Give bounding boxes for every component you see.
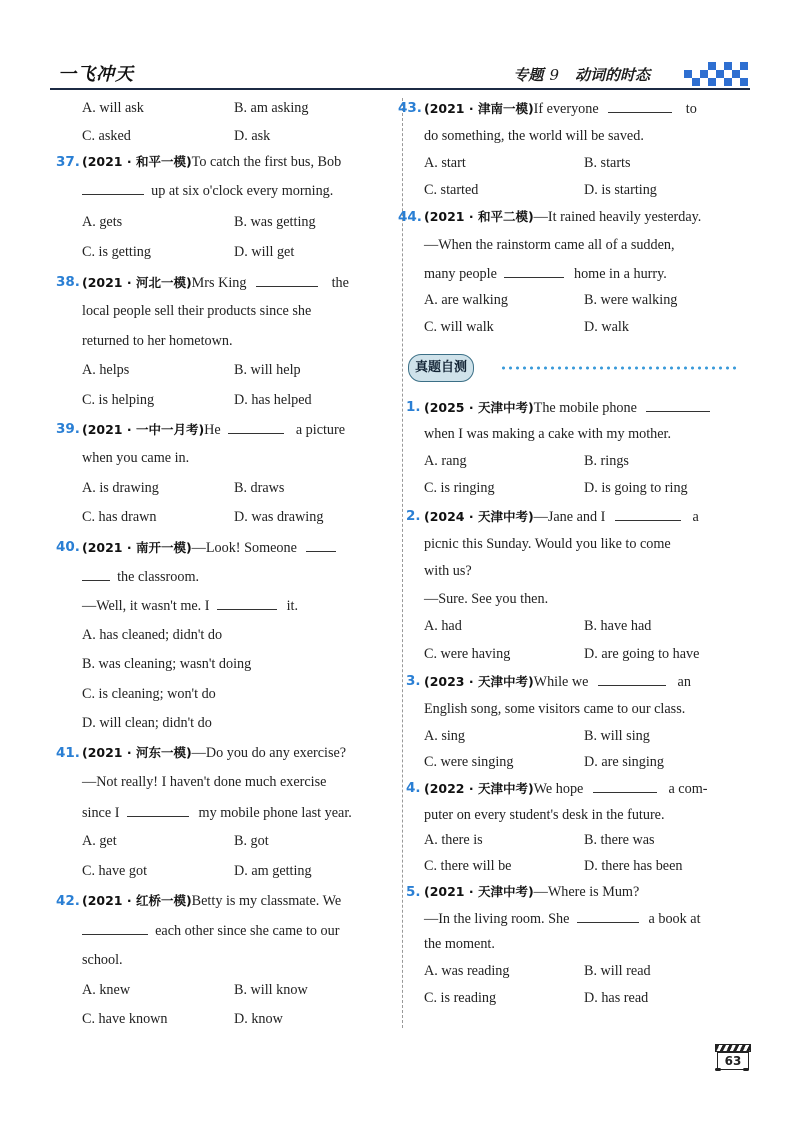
answer-blank [82, 920, 148, 935]
option: B. will read [584, 963, 651, 979]
question-number: 4. [406, 780, 421, 796]
question-number: 44. [398, 209, 422, 225]
q44-stem-line3 [424, 263, 667, 284]
q37-stem-line2 [82, 180, 333, 201]
question-text: —When the rainstorm came all of a sudden, [424, 237, 675, 253]
option: D. am getting [234, 863, 312, 879]
option: D. will get [234, 244, 295, 260]
question-text: —Where is Mum? [533, 884, 640, 900]
option: C. started [424, 182, 479, 198]
q37-stem [56, 152, 342, 172]
question-text: —Jane and I [533, 509, 606, 525]
question-text: a picture [295, 422, 346, 438]
option: B. was cleaning; wasn't doing [82, 656, 252, 672]
r4-stem-line2 [424, 805, 665, 825]
brand-logo: 一飞冲天 [58, 64, 134, 85]
q41-stem [56, 743, 347, 763]
r5-stem [406, 882, 640, 902]
question-number: 5. [406, 884, 421, 900]
page-number-box [713, 1044, 751, 1070]
answer-blank [306, 537, 336, 552]
q40-stem [56, 537, 336, 558]
question-text: While we [533, 674, 589, 690]
option: A. knew [82, 982, 131, 998]
topic-title: 动词的时态 [574, 66, 650, 84]
section-badge: 真题自测 [408, 354, 474, 382]
q42-stem-line3 [82, 950, 123, 970]
question-number: 3. [406, 673, 421, 689]
option: D. was drawing [234, 509, 324, 525]
page-number-foot [743, 1068, 749, 1071]
option: D. has read [584, 990, 649, 1006]
q43-stem-line2 [424, 126, 644, 146]
page-number-stripes [715, 1044, 751, 1052]
question-number: 40. [56, 539, 80, 555]
option: D. there has been [584, 858, 683, 874]
answer-blank [256, 272, 318, 287]
option: A. had [424, 618, 462, 634]
answer-blank [577, 908, 639, 923]
r3-stem [406, 671, 691, 692]
option: A. was reading [424, 963, 510, 979]
option: C. have known [82, 1011, 168, 1027]
option: A. there is [424, 832, 483, 848]
r4-stem [406, 778, 708, 799]
option: A. start [424, 155, 466, 171]
question-text: —Sure. See you then. [424, 591, 549, 607]
header-rule [50, 88, 750, 90]
q43-stem [398, 98, 697, 119]
option: B. will know [234, 982, 308, 998]
question-source: (2022 · 天津中考) [424, 781, 534, 796]
option: A. rang [424, 453, 467, 469]
option: C. will walk [424, 319, 494, 335]
option: D. has helped [234, 392, 312, 408]
question-text: The mobile phone [533, 400, 637, 416]
option: A. get [82, 833, 117, 849]
answer-blank [82, 566, 110, 581]
option: D. is going to ring [584, 480, 688, 496]
option: C. were singing [424, 754, 514, 770]
answer-blank [593, 778, 657, 793]
r5-stem-line3 [424, 934, 495, 954]
question-text: when you came in. [82, 450, 190, 466]
question-number: 38. [56, 274, 80, 290]
option: B. am asking [234, 100, 309, 116]
topic-number: 9 [549, 66, 559, 84]
question-source: (2023 · 天津中考) [424, 674, 534, 689]
option: B. draws [234, 480, 285, 496]
q41-stem-line2 [82, 772, 326, 792]
option: C. is reading [424, 990, 497, 1006]
question-number: 2. [406, 508, 421, 524]
question-text: We hope [533, 781, 584, 797]
question-number: 41. [56, 745, 80, 761]
question-source: (2021 · 和平二模) [424, 209, 534, 224]
question-text: with us? [424, 563, 472, 579]
option: A. are walking [424, 292, 508, 308]
option: B. was getting [234, 214, 316, 230]
question-text: —In the living room. She [424, 911, 570, 927]
page-number-foot [715, 1068, 721, 1071]
r2-stem [406, 506, 699, 527]
option: B. got [234, 833, 269, 849]
page-header [50, 58, 750, 94]
question-text: —It rained heavily yesterday. [533, 209, 702, 225]
option: A. is drawing [82, 480, 159, 496]
question-text: home in a hurry. [573, 266, 667, 282]
r3-stem-line2 [424, 699, 685, 719]
option: D. are singing [584, 754, 664, 770]
question-number: 39. [56, 421, 80, 437]
question-number: 42. [56, 893, 80, 909]
column-divider [402, 98, 403, 1028]
question-text: puter on every student's desk in the future. [424, 807, 665, 823]
q38-stem-line3 [82, 331, 233, 351]
option: A. gets [82, 214, 123, 230]
question-source: (2021 · 津南一模) [424, 101, 534, 116]
dotted-rule [500, 366, 740, 370]
answer-blank [217, 595, 277, 610]
option: C. asked [82, 128, 131, 144]
question-source: (2021 · 天津中考) [424, 884, 534, 899]
question-text: when I was making a cake with my mother. [424, 426, 672, 442]
option: A. helps [82, 362, 130, 378]
question-text: do something, the world will be saved. [424, 128, 644, 144]
q38-stem [56, 272, 349, 293]
option: A. has cleaned; didn't do [82, 627, 223, 643]
q39-stem [56, 419, 346, 440]
r2-stem-line3 [424, 561, 472, 581]
answer-blank [598, 671, 666, 686]
question-text: it. [286, 598, 299, 614]
question-source: (2024 · 天津中考) [424, 509, 534, 524]
question-text: English song, some visitors came to our class. [424, 701, 686, 717]
answer-blank [615, 506, 681, 521]
question-text: a com- [668, 781, 708, 797]
option: C. were having [424, 646, 511, 662]
question-source: (2021 · 红桥一模) [82, 893, 192, 908]
r2-stem-line2 [424, 534, 671, 554]
question-text: many people [424, 266, 497, 282]
option: D. know [234, 1011, 283, 1027]
question-text: Betty is my classmate. We [191, 893, 342, 909]
question-text: an [677, 674, 691, 690]
question-number: 43. [398, 100, 422, 116]
option: D. will clean; didn't do [82, 715, 212, 731]
question-text: —Not really! I haven't done much exercise [82, 774, 327, 790]
q41-stem-line3 [82, 802, 352, 823]
question-text: picnic this Sunday. Would you like to come [424, 536, 671, 552]
answer-blank [608, 98, 672, 113]
question-text: school. [82, 952, 123, 968]
question-number: 1. [406, 399, 421, 415]
q40-stem-line2 [82, 566, 199, 587]
option: B. were walking [584, 292, 678, 308]
option: D. walk [584, 319, 629, 335]
question-number: 37. [56, 154, 80, 170]
question-text: up at six o'clock every morning. [151, 183, 334, 199]
q44-stem [398, 207, 702, 227]
r1-stem-line2 [424, 424, 671, 444]
question-text: the moment. [424, 936, 495, 952]
question-source: (2021 · 一中一月考) [82, 422, 205, 437]
question-text: returned to her hometown. [82, 333, 233, 349]
option: B. have had [584, 618, 652, 634]
answer-blank [504, 263, 564, 278]
topic-label: 专题 [513, 66, 544, 84]
question-text: —Well, it wasn't me. I [82, 598, 210, 614]
question-text: each other since she came to our [155, 923, 340, 939]
option: A. will ask [82, 100, 144, 116]
option: D. are going to have [584, 646, 700, 662]
r1-stem [406, 397, 710, 418]
question-text: the [331, 275, 349, 291]
option: B. will help [234, 362, 301, 378]
q44-stem-line2 [424, 235, 675, 255]
option: C. is ringing [424, 480, 495, 496]
topic-heading [513, 64, 650, 85]
page-number: 63 [717, 1052, 749, 1070]
answer-blank [646, 397, 710, 412]
question-text: a [692, 509, 699, 525]
checker-decoration [684, 60, 748, 88]
option: B. starts [584, 155, 631, 171]
question-text: —Look! Someone [191, 540, 297, 556]
option: C. is helping [82, 392, 155, 408]
option: C. is cleaning; won't do [82, 686, 216, 702]
option: C. is getting [82, 244, 151, 260]
option: B. there was [584, 832, 655, 848]
question-source: (2021 · 河北一模) [82, 275, 192, 290]
option: A. sing [424, 728, 465, 744]
r5-stem-line2 [424, 908, 701, 929]
question-source: (2021 · 南开一模) [82, 540, 192, 555]
question-source: (2025 · 天津中考) [424, 400, 534, 415]
q38-stem-line2 [82, 301, 311, 321]
question-text: my mobile phone last year. [198, 805, 352, 821]
question-text: to [685, 101, 697, 117]
answer-blank [82, 180, 144, 195]
option: B. rings [584, 453, 629, 469]
question-text: He [204, 422, 221, 438]
question-source: (2021 · 河东一模) [82, 745, 192, 760]
option: C. has drawn [82, 509, 157, 525]
question-text: To catch the first bus, Bob [191, 154, 342, 170]
q42-stem [56, 891, 342, 911]
question-text: local people sell their products since she [82, 303, 312, 319]
question-text: If everyone [533, 101, 599, 117]
question-text: the classroom. [117, 569, 200, 585]
r2-stem-line4 [424, 589, 548, 609]
option: D. ask [234, 128, 271, 144]
answer-blank [127, 802, 189, 817]
option: B. will sing [584, 728, 650, 744]
question-text: since I [82, 805, 120, 821]
answer-blank [228, 419, 284, 434]
question-text: Mrs King [191, 275, 247, 291]
question-text: a book at [648, 911, 701, 927]
option: C. have got [82, 863, 148, 879]
question-text: —Do you do any exercise? [191, 745, 347, 761]
option: C. there will be [424, 858, 512, 874]
q40-stem-line3 [82, 595, 298, 616]
option: D. is starting [584, 182, 657, 198]
q42-stem-line2 [82, 920, 339, 941]
q39-stem-line2 [82, 448, 189, 468]
question-source: (2021 · 和平一模) [82, 154, 192, 169]
